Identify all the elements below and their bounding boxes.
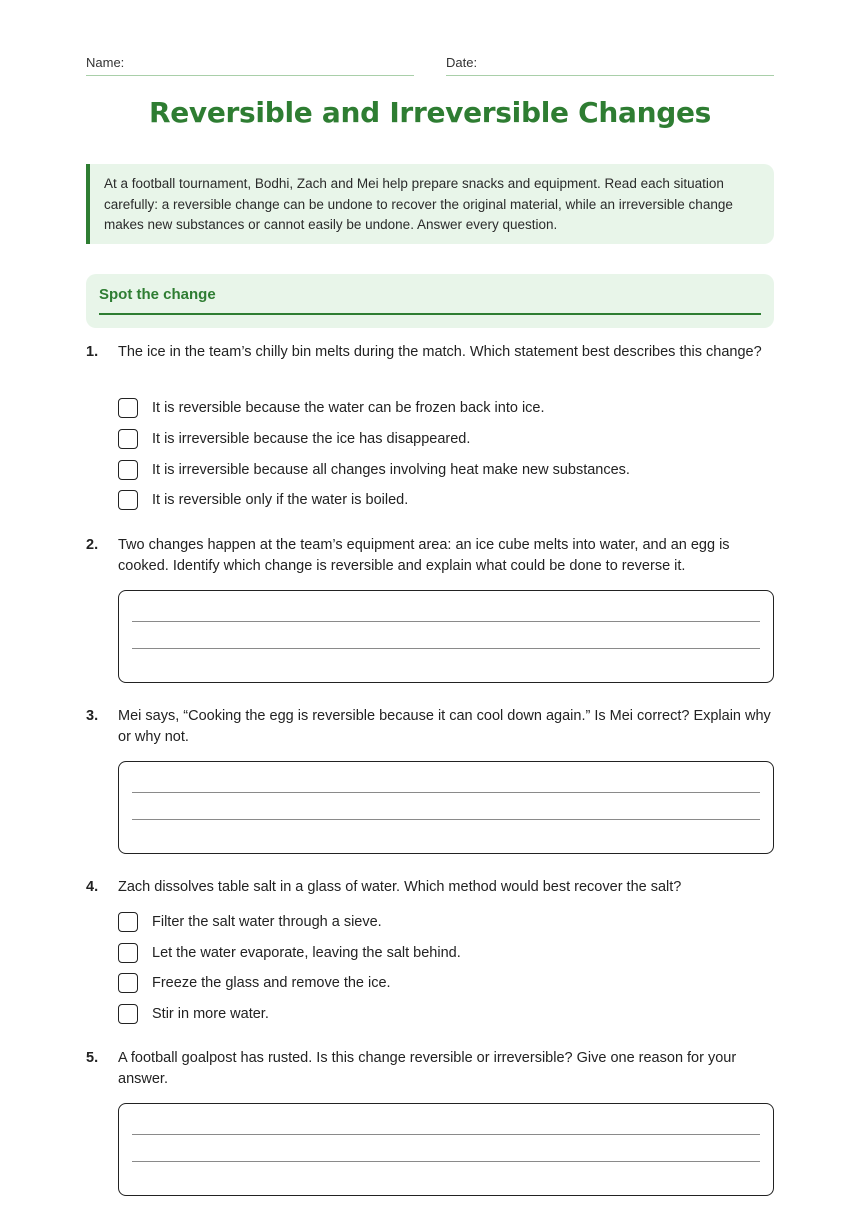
question-text: A football goalpost has rusted. Is this change reversible or irreversible? Give one reason for your answer. <box>118 1050 737 1087</box>
answer-line <box>132 1134 760 1135</box>
answer-box[interactable] <box>118 761 774 854</box>
checkbox[interactable] <box>118 398 138 418</box>
answer-option[interactable] <box>118 943 758 967</box>
option-label: It is irreversible because the ice has disappeared. <box>152 431 471 447</box>
option-label: Stir in more water. <box>152 1006 269 1022</box>
name-label: Name: <box>86 55 125 70</box>
header-fields <box>86 54 774 76</box>
answer-line <box>132 819 760 820</box>
checkbox[interactable] <box>118 429 138 449</box>
answer-option[interactable] <box>118 460 758 484</box>
answer-line <box>132 648 760 649</box>
answer-line <box>132 792 760 793</box>
answer-option[interactable] <box>118 429 758 453</box>
checkbox[interactable] <box>118 1004 138 1024</box>
option-label: It is irreversible because all changes involving heat make new substances. <box>152 462 630 478</box>
answer-box[interactable] <box>118 1103 774 1196</box>
name-field[interactable] <box>86 54 414 76</box>
answer-option[interactable] <box>118 973 758 997</box>
answer-option[interactable] <box>118 1004 758 1028</box>
checkbox[interactable] <box>118 460 138 480</box>
answer-option[interactable] <box>118 398 758 422</box>
question-number: 4. <box>86 879 99 895</box>
option-label: It is reversible because the water can be frozen back into ice. <box>152 400 545 416</box>
option-label: Freeze the glass and remove the ice. <box>152 975 391 991</box>
question-number: 3. <box>86 708 99 724</box>
question-number: 1. <box>86 344 99 360</box>
checkbox[interactable] <box>118 912 138 932</box>
question-text: The ice in the team’s chilly bin melts during the match. Which statement best describes this change? <box>118 344 762 360</box>
question-text: Mei says, “Cooking the egg is reversible because it can cool down again.” Is Mei correct? Explain why or why not. <box>118 708 771 745</box>
answer-option[interactable] <box>118 490 758 514</box>
date-label: Date: <box>446 55 478 70</box>
question-text: Two changes happen at the team’s equipment area: an ice cube melts into water, and an egg is cooked. Identify which change is reversible and explain what could be done to reverse it. <box>118 537 730 574</box>
question-number: 5. <box>86 1050 99 1066</box>
option-label: It is reversible only if the water is boiled. <box>152 492 409 508</box>
answer-box[interactable] <box>118 590 774 683</box>
option-label: Let the water evaporate, leaving the salt behind. <box>152 945 461 961</box>
worksheet-title: Reversible and Irreversible Changes <box>148 96 712 129</box>
answer-line <box>132 621 760 622</box>
answer-option[interactable] <box>118 912 758 936</box>
date-field[interactable] <box>446 54 774 76</box>
option-label: Filter the salt water through a sieve. <box>152 914 382 930</box>
intro-callout: At a football tournament, Bodhi, Zach and Mei help prepare snacks and equipment. Read each situation carefully: a reversible change can be undone to recover the original material, while an irreversible change makes new substances or cannot easily be undone. Answer every question. <box>86 164 774 244</box>
checkbox[interactable] <box>118 973 138 993</box>
section-header <box>86 274 774 328</box>
question-text: Zach dissolves table salt in a glass of water. Which method would best recover the salt? <box>118 879 682 895</box>
checkbox[interactable] <box>118 490 138 510</box>
checkbox[interactable] <box>118 943 138 963</box>
question-number: 2. <box>86 537 99 553</box>
section-title: Spot the change <box>99 286 761 315</box>
answer-line <box>132 1161 760 1162</box>
